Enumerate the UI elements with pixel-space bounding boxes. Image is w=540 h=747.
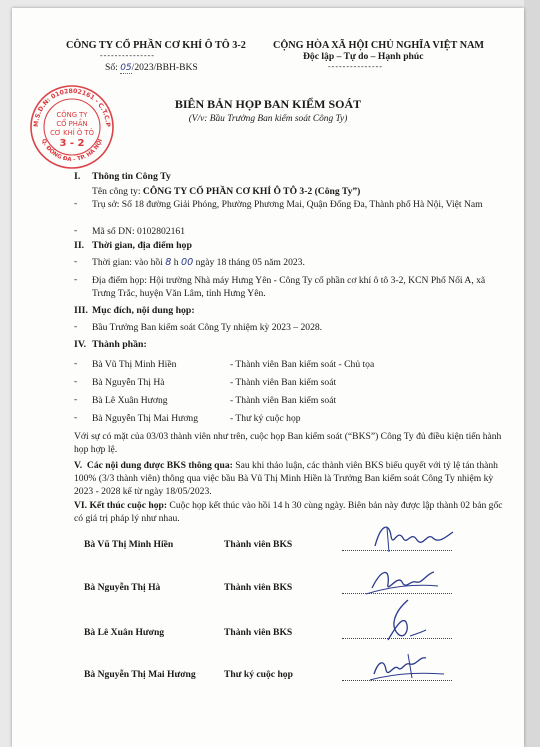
- meeting-minute-handwritten: 00: [181, 257, 194, 268]
- doc-number-handwritten: 05: [120, 63, 132, 73]
- document-page: [12, 8, 524, 747]
- meeting-hour-handwritten: 8: [165, 257, 172, 268]
- company-name-label: Tên công ty:: [92, 186, 143, 197]
- motto: Độc lập – Tự do – Hạnh phúc: [303, 51, 424, 62]
- seal-line-1: CÔNG TY: [56, 111, 88, 119]
- bullet: -: [74, 394, 78, 405]
- seal-line-4: 3 - 2: [59, 138, 85, 149]
- meeting-place: Địa điểm họp: Hội trường Nhà máy Hưng Yên - Công Ty cổ phần cơ khí ô tô 3-2, KCN Phố Nối A, xã Trưng Trắc, huyện Văn Lâm, tỉnh Hưng Yên.: [92, 275, 486, 299]
- seal-line-3: CƠ KHÍ Ô TÔ: [50, 129, 94, 137]
- company-name-line: [92, 185, 360, 198]
- quorum-statement: Với sự có mặt của 03/03 thành viên như trên, cuộc họp Ban kiểm soát (“BKS”) Công Ty đủ điều kiện tiến hành họp hợp lệ.: [74, 431, 502, 455]
- member-role: - Thư ký cuộc họp: [230, 413, 301, 424]
- bullet: -: [74, 198, 78, 209]
- section-6-heading: Kết thúc cuộc họp:: [89, 500, 168, 511]
- seal-ring-text: M.S.D.N: 0102802161 - C.T.C.P: [32, 87, 112, 128]
- bullet: -: [74, 376, 78, 387]
- signature-4-handwritten: [368, 648, 448, 684]
- signer-name: Bà Vũ Thị Minh Hiền: [84, 539, 174, 550]
- scan-edge: [524, 0, 540, 747]
- meeting-time-label: Thời gian: vào hồi: [92, 257, 166, 268]
- section-2-number: II.: [74, 240, 85, 251]
- section-5-text: Sau khi thảo luận, các thành viên BKS biểu quyết với tỷ lệ tán thành 100% (3/3 thành viên) thông qua việc bầu Bà Vũ Thị Minh Hiền là Trưởng Ban kiểm soát Công Ty nhiệm kỳ 2023 - 2028 kể từ ngày 18/05/2023.: [74, 460, 498, 497]
- member-name: Bà Nguyễn Thị Mai Hương: [92, 413, 199, 424]
- tax-id: Mã số DN: 0102802161: [92, 226, 186, 237]
- doc-number-suffix: /2023/BBH-BKS: [131, 62, 198, 73]
- signature-2-handwritten: [362, 564, 442, 598]
- seal-ring-bottom: Q. ĐỐNG ĐA - TP. HÀ NỘI: [39, 138, 104, 164]
- country-name: CỘNG HÒA XÃ HỘI CHỦ NGHĨA VIỆT NAM: [273, 40, 485, 51]
- bullet: -: [74, 412, 78, 423]
- signer-role: Thành viên BKS: [224, 539, 293, 550]
- company-seal-stamp: [29, 84, 115, 170]
- company-name-value: CÔNG TY CỔ PHẦN CƠ KHÍ Ô TÔ 3-2 (Công Ty”): [142, 186, 361, 197]
- bullet: -: [74, 358, 78, 369]
- head-office-address: Trụ sở: Số 18 đường Giải Phóng, Phường Phương Mai, Quận Đống Đa, Thành phố Hà Nội, Việt Nam: [92, 199, 483, 210]
- member-role: - Thành viên Ban kiểm soát: [230, 395, 337, 406]
- section-6-text: Cuộc họp kết thúc vào hồi 14 h 30 cùng ngày. Biên bản này được lập thành 02 bản gốc có giá trị pháp lý như nhau.: [74, 500, 503, 524]
- signer-name: Bà Lê Xuân Hương: [84, 627, 165, 638]
- bullet: -: [74, 321, 78, 332]
- company-name: CÔNG TY CỔ PHẦN CƠ KHÍ Ô TÔ 3-2: [66, 40, 246, 51]
- meeting-purpose: Bầu Trưởng Ban kiểm soát Công Ty nhiệm kỳ 2023 – 2028.: [92, 322, 323, 333]
- section-2-heading: Thời gian, địa điểm họp: [92, 240, 192, 251]
- section-4-heading: Thành phần:: [92, 339, 147, 350]
- signature-3-handwritten: [380, 596, 430, 644]
- signer-name: Bà Nguyễn Thị Mai Hương: [84, 669, 196, 680]
- section-5: [74, 459, 510, 498]
- section-3-number: III.: [74, 305, 88, 316]
- document-subtitle: (V/v: Bầu Trưởng Ban kiểm soát Công Ty): [188, 114, 348, 124]
- meeting-date-text: ngày 18 tháng 05 năm 2023.: [193, 257, 305, 268]
- member-name: Bà Vũ Thị Minh Hiền: [92, 359, 177, 370]
- bullet: -: [74, 256, 78, 267]
- doc-number-prefix: Số:: [105, 62, 121, 73]
- section-5-number: V.: [74, 460, 83, 471]
- company-rule: ---------------: [100, 51, 155, 60]
- section-4-number: IV.: [74, 339, 87, 350]
- bullet: -: [74, 274, 78, 285]
- section-3-heading: Mục đích, nội dung họp:: [92, 305, 195, 316]
- section-1-heading: Thông tin Công Ty: [92, 171, 171, 182]
- document-number: [105, 61, 198, 75]
- motto-rule: ---------------: [328, 62, 383, 71]
- signature-1-handwritten: [367, 518, 457, 556]
- document-title: BIÊN BẢN HỌP BAN KIỂM SOÁT: [174, 97, 362, 111]
- signer-role: Thành viên BKS: [224, 582, 293, 593]
- section-6-number: VI.: [74, 500, 88, 511]
- member-name: Bà Nguyễn Thị Hà: [92, 377, 165, 388]
- signer-name: Bà Nguyễn Thị Hà: [84, 582, 161, 593]
- section-1-number: I.: [74, 171, 81, 182]
- section-5-heading: Các nội dung được BKS thông qua:: [86, 460, 233, 471]
- member-role: - Thành viên Ban kiểm soát - Chủ tọa: [230, 359, 375, 370]
- member-role: - Thành viên Ban kiểm soát: [230, 377, 337, 388]
- signer-role: Thành viên BKS: [224, 627, 293, 638]
- meeting-hour-unit: h: [171, 257, 181, 268]
- meeting-time: [92, 256, 305, 269]
- member-name: Bà Lê Xuân Hương: [92, 395, 168, 406]
- bullet: -: [74, 225, 78, 236]
- signer-role: Thư ký cuộc họp: [224, 669, 293, 680]
- seal-line-2: CỔ PHẦN: [56, 120, 88, 128]
